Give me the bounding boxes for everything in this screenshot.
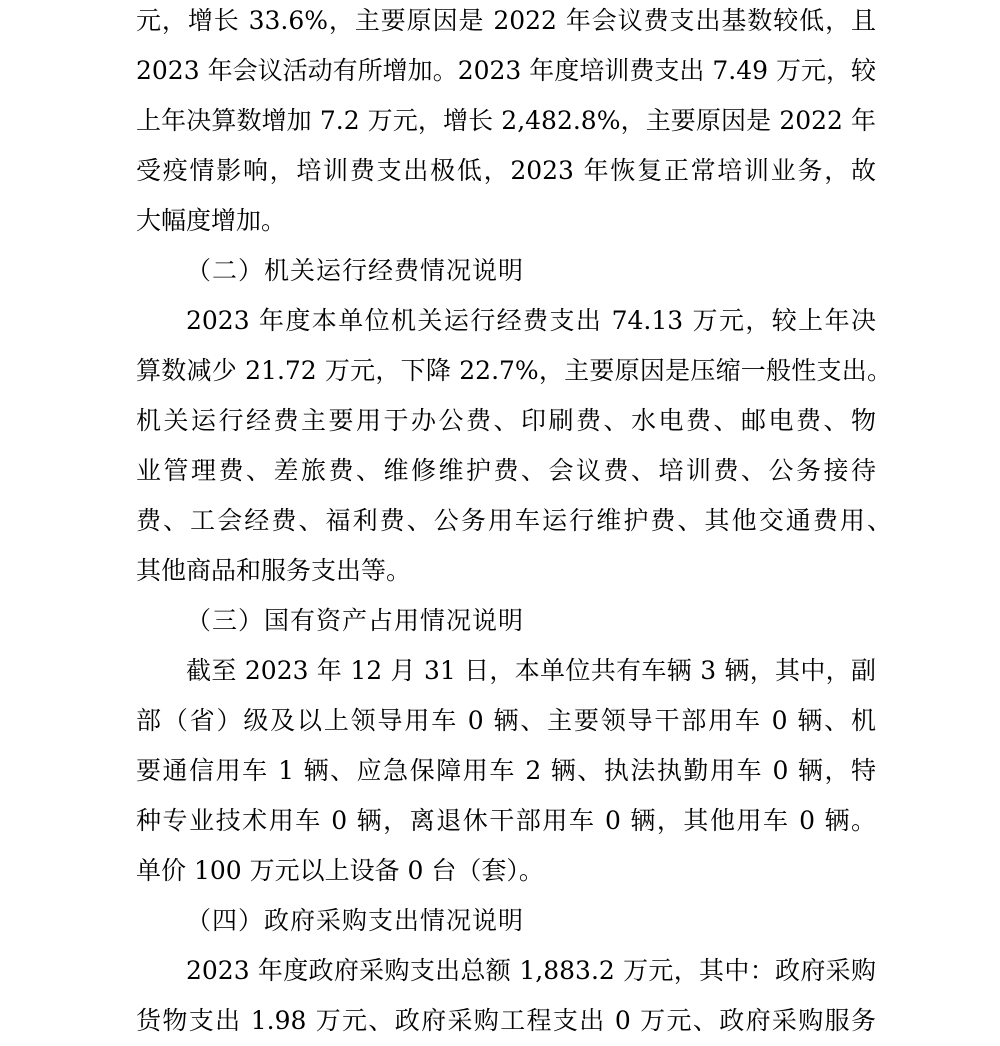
section-heading: （三）国有资产占用情况说明 (186, 606, 525, 635)
paragraph-line: 部（省）级及以上领导用车 0 辆、主要领导干部用车 0 辆、机 (136, 706, 876, 735)
paragraph-line: 受疫情影响，培训费支出极低，2023 年恢复正常培训业务，故 (136, 156, 876, 185)
paragraph-line: 元，增长 33.6%，主要原因是 2022 年会议费支出基数较低，且 (136, 6, 876, 35)
paragraph-line: 算数减少 21.72 万元，下降 22.7%，主要原因是压缩一般性支出。 (136, 356, 892, 385)
paragraph-line: 业管理费、差旅费、维修维护费、会议费、培训费、公务接待 (136, 456, 876, 485)
paragraph-line: 机关运行经费主要用于办公费、印刷费、水电费、邮电费、物 (136, 406, 876, 435)
paragraph-line: 截至 2023 年 12 月 31 日，本单位共有车辆 3 辆，其中，副 (186, 656, 876, 685)
section-heading: （二）机关运行经费情况说明 (186, 256, 525, 285)
paragraph-line: 货物支出 1.98 万元、政府采购工程支出 0 万元、政府采购服务 (136, 1006, 876, 1035)
paragraph-line: 大幅度增加。 (136, 206, 287, 235)
paragraph-line: 其他商品和服务支出等。 (136, 556, 412, 585)
section-heading: （四）政府采购支出情况说明 (186, 906, 525, 935)
paragraph-line: 要通信用车 1 辆、应急保障用车 2 辆、执法执勤用车 0 辆，特 (136, 756, 876, 785)
paragraph-line: 单价 100 万元以上设备 0 台（套）。 (136, 856, 544, 885)
paragraph-line: 2023 年度本单位机关运行经费支出 74.13 万元，较上年决 (186, 306, 876, 335)
paragraph-line: 费、工会经费、福利费、公务用车运行维护费、其他交通费用、 (136, 506, 892, 535)
paragraph-line: 2023 年度政府采购支出总额 1,883.2 万元，其中：政府采购 (186, 956, 876, 985)
paragraph-line: 2023 年会议活动有所增加。2023 年度培训费支出 7.49 万元，较 (136, 56, 876, 85)
paragraph-line: 种专业技术用车 0 辆，离退休干部用车 0 辆，其他用车 0 辆。 (136, 806, 876, 835)
paragraph-line: 上年决算数增加 7.2 万元，增长 2,482.8%，主要原因是 2022 年 (136, 106, 876, 135)
